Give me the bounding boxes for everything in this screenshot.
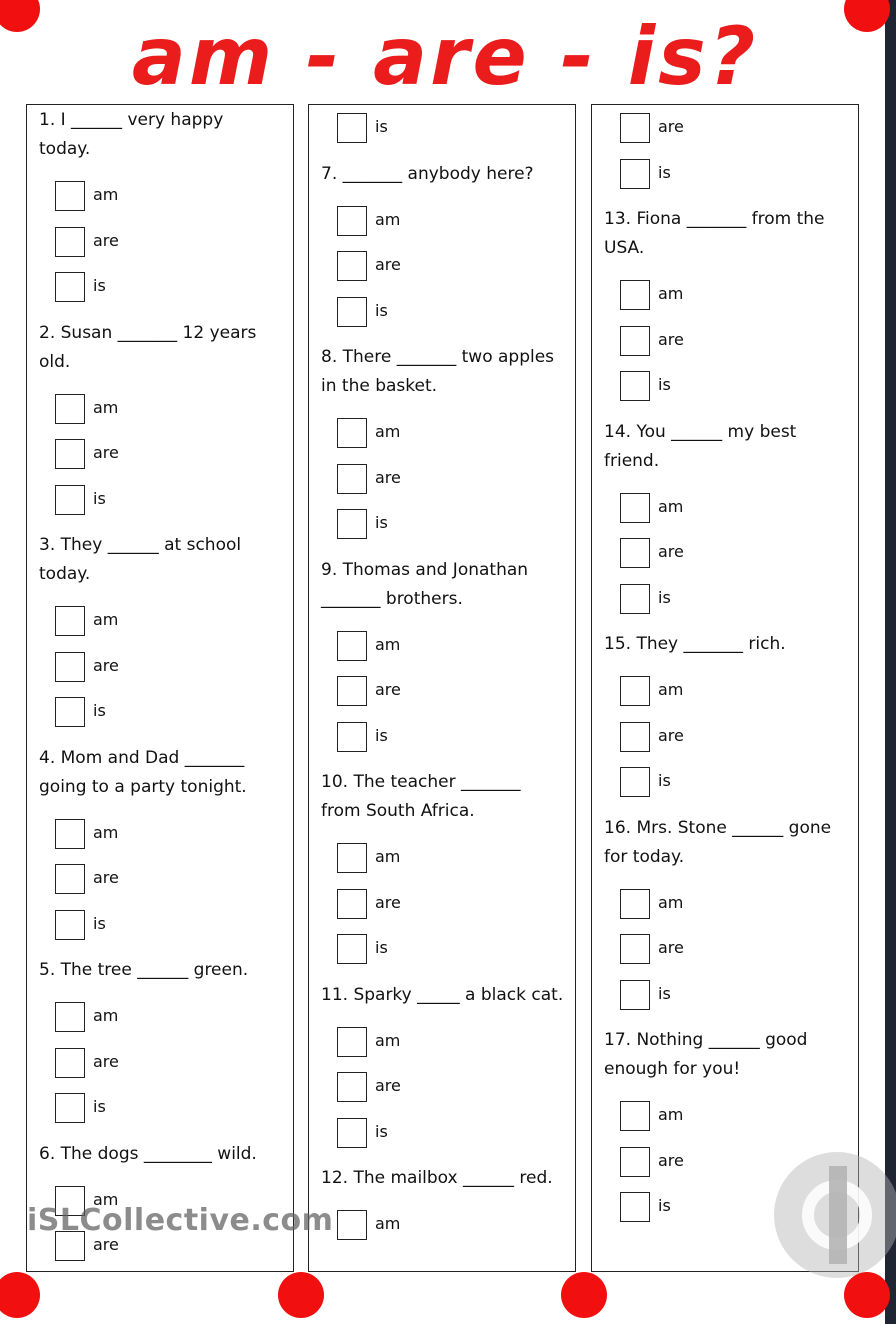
checkbox[interactable]: [620, 371, 650, 401]
question-text: 17. Nothing ______ good: [604, 1030, 808, 1050]
option-label: are: [658, 938, 684, 957]
question-text: 3. They ______ at school: [39, 535, 242, 555]
option-label: is: [93, 276, 106, 295]
question-text-cont: friend.: [604, 450, 660, 471]
option-label: am: [93, 610, 119, 629]
checkbox[interactable]: [55, 227, 85, 257]
question-text: 2. Susan _______ 12 years: [39, 322, 257, 343]
option-label: is: [658, 771, 671, 790]
question-text-cont: going to a party tonight.: [39, 776, 247, 797]
question-text: 7. _______ anybody here?: [321, 163, 534, 184]
option-label: am: [375, 1030, 401, 1050]
option-label: am: [375, 209, 401, 229]
option-label: are: [375, 892, 401, 912]
checkbox[interactable]: [620, 280, 650, 310]
checkbox[interactable]: [55, 485, 85, 515]
watermark-text: iSLCollective.com: [27, 1203, 334, 1238]
option-label: is: [375, 300, 388, 320]
watermark-logo: [774, 1152, 896, 1278]
checkbox[interactable]: [337, 464, 367, 494]
checkbox[interactable]: [55, 697, 85, 727]
option-label: am: [93, 1189, 119, 1209]
option-label: are: [93, 230, 119, 250]
checkbox[interactable]: [620, 1101, 650, 1131]
checkbox[interactable]: [55, 1093, 85, 1123]
checkbox[interactable]: [337, 843, 367, 873]
option-label: is: [375, 117, 388, 136]
question-text: 13. Fiona _______ from the: [604, 209, 825, 229]
checkbox[interactable]: [337, 206, 367, 236]
column-2: [308, 104, 576, 1272]
checkbox[interactable]: [620, 538, 650, 568]
question-text: 11. Sparky _____ a black cat.: [321, 984, 564, 1005]
option-label: is: [658, 375, 671, 394]
question-text-cont: from South Africa.: [321, 801, 475, 821]
checkbox[interactable]: [337, 1072, 367, 1102]
checkbox[interactable]: [55, 652, 85, 682]
option-label: are: [93, 1051, 119, 1071]
option-label: are: [658, 329, 684, 349]
option-label: are: [375, 467, 401, 487]
checkbox[interactable]: [337, 1027, 367, 1057]
checkbox[interactable]: [55, 394, 85, 424]
option-label: is: [93, 913, 106, 933]
checkbox[interactable]: [55, 819, 85, 849]
option-label: are: [93, 1235, 119, 1254]
question-text-cont: today.: [39, 139, 91, 159]
checkbox[interactable]: [620, 980, 650, 1010]
option-label: am: [658, 892, 684, 912]
checkbox[interactable]: [337, 418, 367, 448]
question-text: 6. The dogs ________ wild.: [39, 1143, 257, 1164]
checkbox[interactable]: [55, 910, 85, 940]
option-label: am: [375, 847, 401, 866]
question-text: 8. There _______ two apples: [321, 347, 555, 367]
checkbox[interactable]: [337, 1118, 367, 1148]
option-label: are: [375, 255, 401, 274]
option-label: am: [658, 1105, 684, 1124]
checkbox[interactable]: [620, 934, 650, 964]
question-text: 4. Mom and Dad _______: [39, 747, 245, 768]
question-text: 1. I ______ very happy: [39, 110, 224, 130]
checkbox[interactable]: [55, 606, 85, 636]
option-label: is: [658, 983, 671, 1003]
question-text-cont: old.: [39, 351, 71, 372]
checkbox[interactable]: [337, 251, 367, 281]
checkbox[interactable]: [337, 934, 367, 964]
checkbox[interactable]: [620, 889, 650, 919]
question-text: 15. They _______ rich.: [604, 634, 786, 654]
checkbox[interactable]: [337, 676, 367, 706]
checkbox[interactable]: [337, 1210, 367, 1240]
option-label: am: [93, 397, 119, 417]
checkbox[interactable]: [620, 493, 650, 523]
question-text-cont: today.: [39, 564, 91, 584]
checkbox[interactable]: [55, 1048, 85, 1078]
checkbox[interactable]: [337, 297, 367, 327]
question-text-cont: for today.: [604, 846, 685, 867]
option-label: is: [375, 513, 388, 532]
option-label: am: [658, 496, 684, 516]
option-label: is: [658, 162, 671, 182]
option-label: am: [375, 422, 401, 441]
option-label: is: [375, 938, 388, 957]
column-1: [26, 104, 294, 1272]
option-label: is: [658, 1196, 671, 1215]
checkbox[interactable]: [620, 676, 650, 706]
question-text: 14. You ______ my best: [604, 421, 797, 442]
checkbox[interactable]: [620, 159, 650, 189]
checkbox[interactable]: [620, 1147, 650, 1177]
option-label: am: [658, 284, 684, 303]
option-label: am: [658, 680, 684, 699]
worksheet-title: am - are - is?: [131, 10, 759, 103]
option-label: is: [375, 1121, 388, 1141]
checkbox[interactable]: [337, 631, 367, 661]
column-3: [591, 104, 859, 1272]
checkbox[interactable]: [620, 1192, 650, 1222]
option-label: are: [658, 725, 684, 745]
option-label: are: [375, 1076, 401, 1095]
option-label: am: [93, 185, 119, 204]
question-text: 9. Thomas and Jonathan: [321, 559, 529, 580]
red-dot-bottom-1: [278, 1272, 324, 1318]
question-text-cont: USA.: [604, 238, 645, 258]
option-label: am: [93, 822, 119, 842]
option-label: are: [93, 868, 119, 887]
red-dot-bottom-left: [0, 1272, 40, 1318]
checkbox[interactable]: [620, 113, 650, 143]
checkbox[interactable]: [55, 272, 85, 302]
option-label: am: [375, 1214, 401, 1233]
question-text: 5. The tree ______ green.: [39, 960, 249, 980]
checkbox[interactable]: [337, 113, 367, 143]
checkbox[interactable]: [337, 889, 367, 919]
option-label: are: [658, 542, 684, 561]
checkbox[interactable]: [55, 1002, 85, 1032]
option-label: is: [375, 725, 388, 745]
question-text-cont: in the basket.: [321, 376, 438, 396]
option-label: is: [93, 488, 106, 508]
option-label: am: [375, 634, 401, 654]
checkbox[interactable]: [620, 767, 650, 797]
red-dot-bottom-right: [844, 1272, 890, 1318]
option-label: are: [658, 117, 684, 136]
checkbox[interactable]: [620, 584, 650, 614]
option-label: is: [93, 701, 106, 720]
option-label: am: [93, 1006, 119, 1025]
option-label: is: [658, 587, 671, 607]
option-label: are: [93, 443, 119, 462]
checkbox[interactable]: [620, 326, 650, 356]
option-label: are: [93, 655, 119, 675]
option-label: are: [658, 1150, 684, 1170]
option-label: is: [93, 1097, 106, 1116]
checkbox[interactable]: [337, 722, 367, 752]
checkbox[interactable]: [55, 181, 85, 211]
question-text-cont: _______ brothers.: [321, 588, 463, 609]
question-text-cont: enough for you!: [604, 1059, 741, 1079]
question-text: 10. The teacher _______: [321, 772, 521, 792]
option-label: are: [375, 680, 401, 699]
question-text: 16. Mrs. Stone ______ gone: [604, 817, 832, 838]
right-border-strip: [885, 0, 896, 1324]
question-text: 12. The mailbox ______ red.: [321, 1168, 553, 1188]
checkbox[interactable]: [337, 509, 367, 539]
checkbox[interactable]: [620, 722, 650, 752]
red-dot-bottom-2: [561, 1272, 607, 1318]
checkbox[interactable]: [55, 864, 85, 894]
checkbox[interactable]: [55, 439, 85, 469]
